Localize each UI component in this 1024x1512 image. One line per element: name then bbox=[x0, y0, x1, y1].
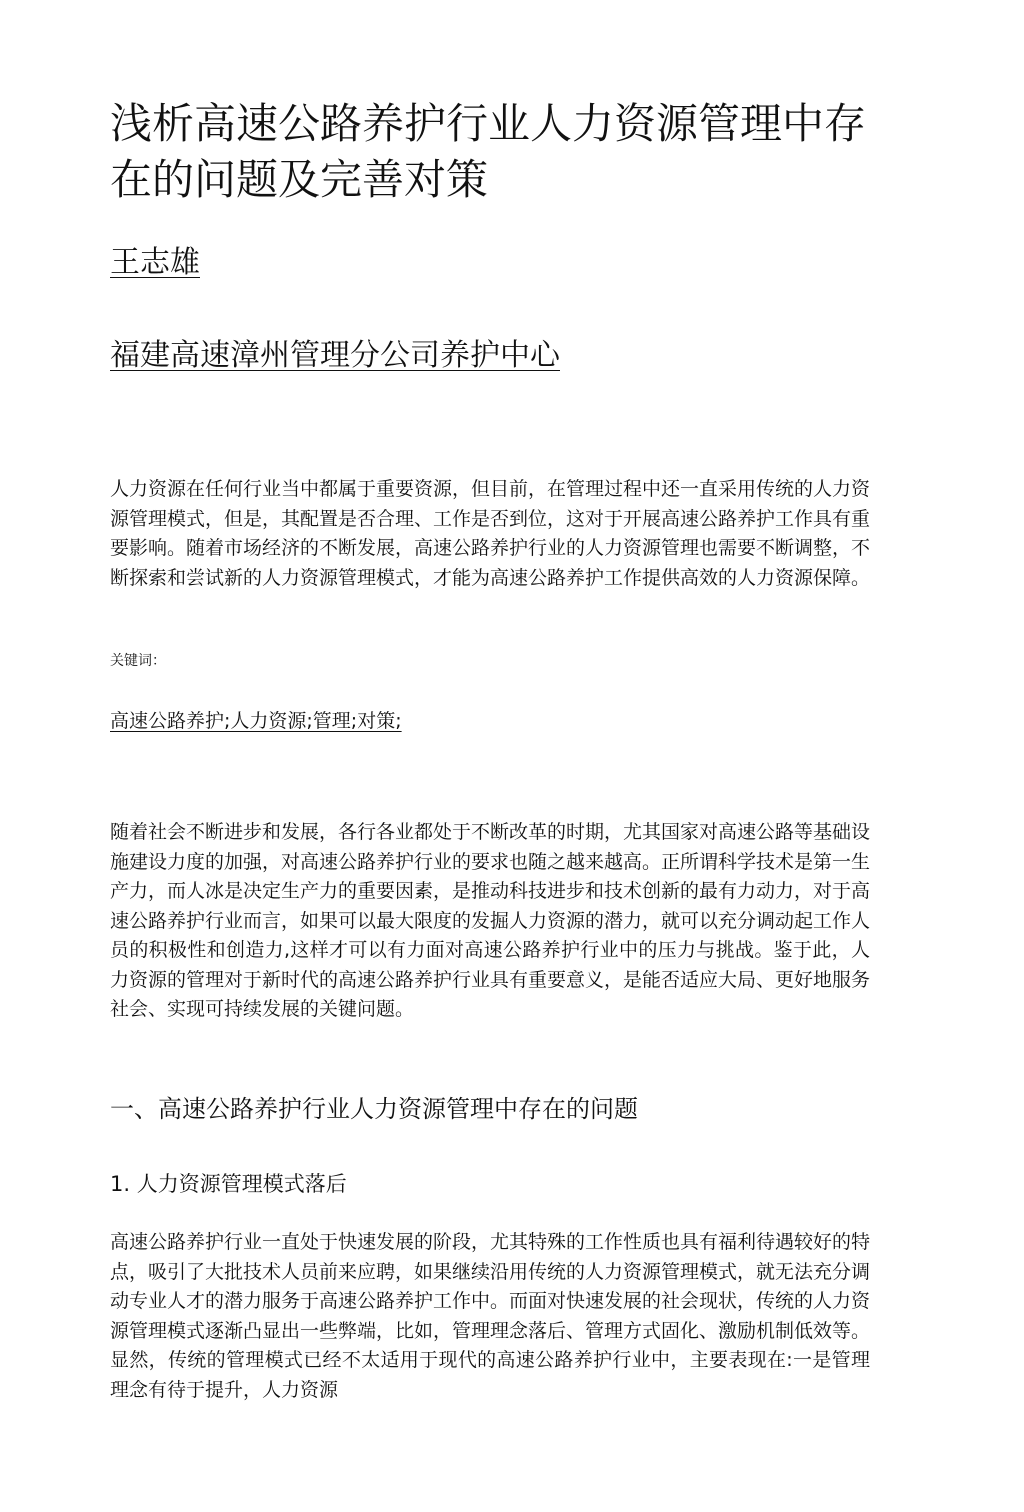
intro-paragraph: 随着社会不断进步和发展，各行各业都处于不断改革的时期，尤其国家对高速公路等基础设施建设力度的加强，对高速公路养护行业的要求也随之越来越高。正所谓科学技术是第一生产力，而人冰是决定生产力的重要因素，是推动科技进步和技术创新的最有力动力，对于高速公路养护行业而言，如果可以最大限度的发掘人力资源的潜力，就可以充分调动起工作人员的积极性和创造力,这样才可以有力面对高速公路养护行业中的压力与挑战。鉴于此，人力资源的管理对于新时代的高速公路养护行业具有重要意义，是能否适应大局、更好地服务社会、实现可持续发展的关键问题。 bbox=[110, 821, 871, 1020]
author-affiliation[interactable]: 福建高速漳州管理分公司养护中心 bbox=[110, 338, 560, 373]
subsection-heading: 1. 人力资源管理模式落后 bbox=[110, 1172, 347, 1196]
document-title: 浅析高速公路养护行业人力资源管理中存在的问题及完善对策 bbox=[110, 99, 867, 204]
section-heading: 一、高速公路养护行业人力资源管理中存在的问题 bbox=[110, 1095, 638, 1123]
author-name[interactable]: 王志雄 bbox=[110, 245, 200, 280]
abstract-paragraph: 人力资源在任何行业当中都属于重要资源，但目前，在管理过程中还一直采用传统的人力资源管理模式，但是，其配置是否合理、工作是否到位，这对于开展高速公路养护工作具有重要影响。随着市场经济的不断发展，高速公路养护行业的人力资源管理也需要不断调整，不断探索和尝试新的人力资源管理模式，才能为高速公路养护工作提供高效的人力资源保障。 bbox=[110, 478, 871, 589]
keywords-label: 关键词： bbox=[110, 653, 166, 669]
body-paragraph: 高速公路养护行业一直处于快速发展的阶段，尤其特殊的工作性质也具有福利待遇较好的特点，吸引了大批技术人员前来应聘，如果继续沿用传统的人力资源管理模式，就无法充分调动专业人才的潜力服务于高速公路养护工作中。而面对快速发展的社会现状，传统的人力资源管理模式逐渐凸显出一些弊端，比如，管理理念落后、管理方式固化、激励机制低效等。显然，传统的管理模式已经不太适用于现代的高速公路养护行业中，主要表现在:一是管理理念有待于提升，人力资源 bbox=[110, 1231, 871, 1401]
keywords-link[interactable]: 高速公路养护;人力资源;管理;对策; bbox=[110, 710, 402, 732]
